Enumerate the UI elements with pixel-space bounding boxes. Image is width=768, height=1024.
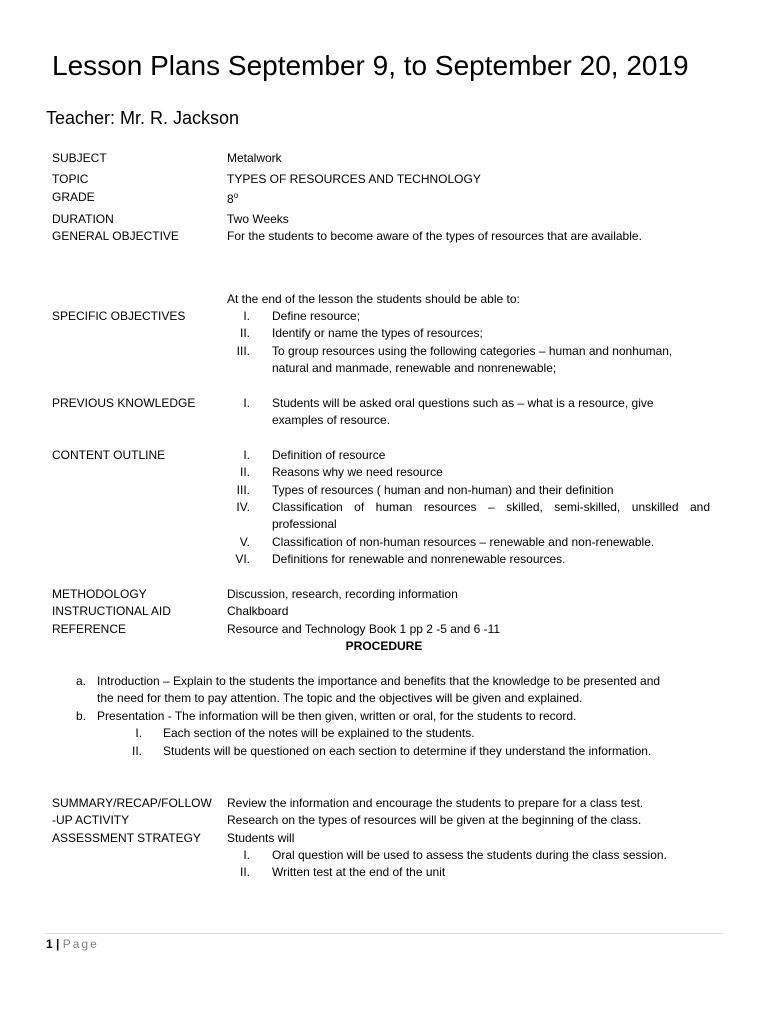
list-item: Students will be questioned on each section to determine if they understand the information.	[163, 744, 652, 758]
list-item: Definition of resource	[272, 448, 386, 462]
list-number: II.	[239, 465, 250, 479]
subject-label: SUBJECT	[52, 151, 107, 165]
procedure-a-marker: a.	[76, 674, 87, 688]
list-number: I.	[243, 309, 250, 323]
teacher-name: Teacher: Mr. R. Jackson	[46, 108, 240, 128]
instructional-aid-value: Chalkboard	[227, 604, 289, 618]
procedure-presentation: Presentation - The information will be then given, written or oral, for the students to record.	[97, 709, 577, 723]
summary-label-continuation: -UP ACTIVITY	[52, 813, 130, 827]
list-item: Identify or name the types of resources;	[272, 326, 483, 340]
list-item: Types of resources ( human and non-human) and their definition	[272, 483, 614, 497]
list-item-continuation: examples of resource.	[272, 413, 391, 427]
list-number: I.	[243, 448, 250, 462]
page-number: 1	[46, 937, 53, 951]
page-word: Page	[62, 937, 99, 951]
list-item: Written test at the end of the unit	[272, 865, 446, 879]
list-number: V.	[239, 535, 250, 549]
grade-superscript: o	[233, 191, 239, 200]
list-item: Classification of non-human resources – renewable and non-renewable.	[272, 535, 655, 549]
list-number: IV.	[236, 500, 250, 514]
list-item: Definitions for renewable and nonrenewable resources.	[272, 552, 566, 566]
list-number: I.	[243, 396, 250, 410]
list-item: Reasons why we need resource	[272, 465, 443, 479]
summary-value: Review the information and encourage the students to prepare for a class test.	[227, 796, 644, 810]
list-item: To group resources using the following categories – human and nonhuman,	[272, 344, 673, 358]
reference-label: REFERENCE	[52, 622, 127, 636]
list-number: II.	[239, 326, 250, 340]
list-item: Students will be asked oral questions such as – what is a resource, give	[272, 396, 654, 410]
list-number: II.	[239, 865, 250, 879]
reference-value: Resource and Technology Book 1 pp 2 -5 and 6 -11	[227, 622, 501, 636]
follow-up-value: Research on the types of resources will be given at the beginning of the class.	[227, 813, 642, 827]
topic-label: TOPIC	[52, 172, 89, 186]
previous-knowledge-label: PREVIOUS KNOWLEDGE	[52, 396, 196, 410]
list-item: Define resource;	[272, 309, 361, 323]
subject-value: Metalwork	[227, 151, 282, 165]
procedure-heading: PROCEDURE	[345, 639, 423, 653]
grade-number: 8	[227, 192, 234, 206]
footer-separator: |	[56, 937, 60, 951]
list-number: II.	[131, 744, 142, 758]
topic-value: TYPES OF RESOURCES AND TECHNOLOGY	[227, 172, 481, 186]
general-objective-value: For the students to become aware of the types of resources that are available.	[227, 229, 642, 243]
assessment-label: ASSESSMENT STRATEGY	[52, 831, 201, 845]
procedure-b-marker: b.	[76, 709, 87, 723]
summary-label: SUMMARY/RECAP/FOLLOW	[52, 796, 212, 810]
list-number: I.	[243, 848, 250, 862]
general-objective-label: GENERAL OBJECTIVE	[52, 229, 179, 243]
footer-divider	[46, 933, 722, 934]
methodology-value: Discussion, research, recording information	[227, 587, 458, 601]
list-number: I.	[135, 726, 142, 740]
page-footer	[46, 937, 99, 951]
grade-label: GRADE	[52, 190, 95, 204]
grade-value	[227, 191, 238, 206]
list-item: Each section of the notes will be explained to the students.	[163, 726, 475, 740]
specific-objectives-label: SPECIFIC OBJECTIVES	[52, 309, 186, 323]
list-item: Classification of human resources – skilled, semi-skilled, unskilled and	[272, 500, 710, 514]
methodology-label: METHODOLOGY	[52, 587, 147, 601]
instructional-aid-label: INSTRUCTIONAL AID	[52, 604, 171, 618]
list-number: VI.	[235, 552, 250, 566]
specific-objectives-intro: At the end of the lesson the students should be able to:	[227, 292, 520, 306]
list-item: Oral question will be used to assess the students during the class session.	[272, 848, 667, 862]
procedure-introduction-continuation: the need for them to pay attention. The topic and the objectives will be given and explained.	[97, 691, 583, 705]
procedure-introduction: Introduction – Explain to the students the importance and benefits that the knowledge to be presented and	[97, 674, 661, 688]
assessment-intro: Students will	[227, 831, 295, 845]
list-item-continuation: natural and manmade, renewable and nonrenewable;	[272, 361, 557, 375]
page-title: Lesson Plans September 9, to September 20, 2019	[52, 50, 689, 81]
list-item-continuation: professional	[272, 517, 337, 531]
content-outline-label: CONTENT OUTLINE	[52, 448, 166, 462]
list-number: III.	[236, 344, 250, 358]
list-number: III.	[236, 483, 250, 497]
duration-value: Two Weeks	[227, 212, 289, 226]
duration-label: DURATION	[52, 212, 114, 226]
